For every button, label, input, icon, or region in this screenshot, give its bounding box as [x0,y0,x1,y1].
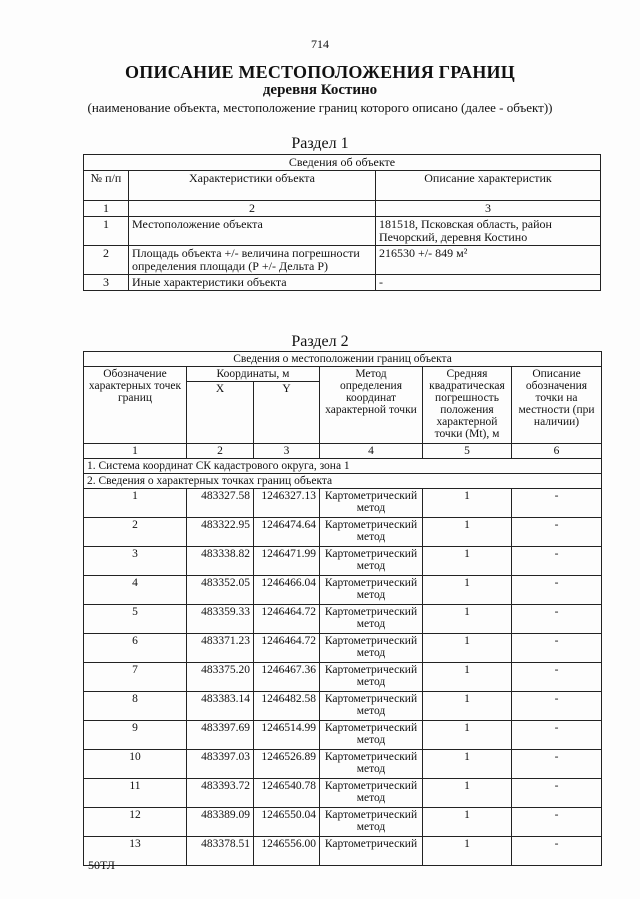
mt-error: 1 [423,605,512,634]
mt-error: 1 [423,663,512,692]
coord-x: 483397.03 [187,750,254,779]
point-id: 2 [84,518,187,547]
point-id: 3 [84,547,187,576]
method: Картометрический метод [320,547,423,576]
coord-y: 1246467.36 [254,663,320,692]
table-caption: Сведения о местоположении границ объекта [84,352,602,367]
method: Картометрический метод [320,779,423,808]
mt-error: 1 [423,518,512,547]
coord-x: 483352.05 [187,576,254,605]
row-characteristic: Площадь объекта +/- величина погрешности определения площади (Р +/- Дельта Р) [129,246,376,275]
coord-x: 483371.23 [187,634,254,663]
table-row [84,808,602,837]
row-num: 3 [84,275,129,291]
coord-y: 1246556.00 [254,837,320,866]
point-id: 13 [84,837,187,866]
table-row [84,634,602,663]
table-row [84,576,602,605]
point-description: - [512,808,602,837]
method: Картометрический метод [320,605,423,634]
coord-y: 1246482.58 [254,692,320,721]
coord-x: 483375.20 [187,663,254,692]
col-number: 1 [84,201,129,217]
col-number: 5 [423,444,512,459]
header-num: № п/п [84,171,129,201]
point-id: 11 [84,779,187,808]
coord-y: 1246464.72 [254,634,320,663]
mt-error: 1 [423,634,512,663]
mt-error: 1 [423,750,512,779]
method: Картометрический метод [320,808,423,837]
table-row [84,750,602,779]
method: Картометрический метод [320,634,423,663]
page-number: 714 [311,37,329,51]
col-number: 3 [376,201,601,217]
method: Картометрический метод [320,489,423,518]
point-id: 4 [84,576,187,605]
coord-y: 1246550.04 [254,808,320,837]
point-id: 1 [84,489,187,518]
row-characteristic: Местоположение объекта [129,217,376,246]
coordinate-system-row: 1. Система координат СК кадастрового округа, зона 1 [84,459,602,474]
table-row [84,547,602,576]
header-y: Y [254,382,320,444]
method: Картометрический [320,837,423,866]
footer-code: 50ТЛ [88,858,115,872]
coord-y: 1246540.78 [254,779,320,808]
col-number: 4 [320,444,423,459]
point-id: 7 [84,663,187,692]
coord-y: 1246466.04 [254,576,320,605]
point-description: - [512,779,602,808]
mt-error: 1 [423,489,512,518]
point-id: 5 [84,605,187,634]
header-x: X [187,382,254,444]
point-id: 8 [84,692,187,721]
document-subtitle: деревня Костино [262,82,378,98]
coord-y: 1246464.72 [254,605,320,634]
col-number: 3 [254,444,320,459]
header-coords: Координаты, м [187,367,320,382]
points-heading-row: 2. Сведения о характерных точках границ объекта [84,474,602,489]
method: Картометрический метод [320,576,423,605]
header-characteristic: Характеристики объекта [129,171,376,201]
header-point: Обозначение характерных точек границ [84,367,187,444]
point-description: - [512,837,602,866]
point-id: 6 [84,634,187,663]
mt-error: 1 [423,808,512,837]
point-description: - [512,692,602,721]
point-id: 9 [84,721,187,750]
table-row [84,605,602,634]
document-title: ОПИСАНИЕ МЕСТОПОЛОЖЕНИЯ ГРАНИЦ [125,62,515,82]
coord-x: 483322.95 [187,518,254,547]
mt-error: 1 [423,779,512,808]
point-description: - [512,721,602,750]
coord-y: 1246514.99 [254,721,320,750]
table-row [84,721,602,750]
coord-y: 1246327.13 [254,489,320,518]
method: Картометрический метод [320,750,423,779]
col-number: 6 [512,444,602,459]
coord-y: 1246474.64 [254,518,320,547]
point-id: 12 [84,808,187,837]
table-row [84,275,601,291]
row-description: - [376,275,601,291]
row-description: 216530 +/- 849 м² [376,246,601,275]
section1-heading: Раздел 1 [291,135,349,152]
table-row [84,779,602,808]
point-description: - [512,489,602,518]
point-description: - [512,663,602,692]
table-row [84,489,602,518]
mt-error: 1 [423,576,512,605]
mt-error: 1 [423,837,512,866]
point-description: - [512,634,602,663]
col-number: 2 [129,201,376,217]
header-description: Описание характеристик [376,171,601,201]
mt-error: 1 [423,721,512,750]
object-note: (наименование объекта, местоположение границ которого описано (далее - объект)) [87,100,553,115]
header-error: Средняя квадратическая погрешность положения характерной точки (Mt), м [423,367,512,444]
coord-x: 483397.69 [187,721,254,750]
method: Картометрический метод [320,518,423,547]
row-num: 2 [84,246,129,275]
table-caption: Сведения об объекте [84,155,601,171]
point-description: - [512,750,602,779]
row-description: 181518, Псковская область, район Печорский, деревня Костино [376,217,601,246]
coord-y: 1246526.89 [254,750,320,779]
row-num: 1 [84,217,129,246]
table-row [84,518,602,547]
method: Картометрический метод [320,721,423,750]
header-method: Метод определения координат характерной точки [320,367,423,444]
coord-x: 483359.33 [187,605,254,634]
method: Картометрический метод [320,692,423,721]
point-description: - [512,576,602,605]
mt-error: 1 [423,547,512,576]
object-info-table [83,154,601,291]
section2-heading: Раздел 2 [291,333,349,350]
point-description: - [512,547,602,576]
header-description: Описание обозначения точки на местности (при наличии) [512,367,602,444]
coord-x: 483389.09 [187,808,254,837]
col-number: 1 [84,444,187,459]
table-row [84,692,602,721]
point-description: - [512,605,602,634]
coord-x: 483327.58 [187,489,254,518]
coord-y: 1246471.99 [254,547,320,576]
table-row [84,217,601,246]
row-characteristic: Иные характеристики объекта [129,275,376,291]
coord-x: 483383.14 [187,692,254,721]
boundary-points-table [83,351,602,866]
table-row [84,663,602,692]
table-row [84,837,602,866]
table-row [84,246,601,275]
coord-x: 483393.72 [187,779,254,808]
mt-error: 1 [423,692,512,721]
method: Картометрический метод [320,663,423,692]
point-id: 10 [84,750,187,779]
coord-x: 483338.82 [187,547,254,576]
coord-x: 483378.51 [187,837,254,866]
col-number: 2 [187,444,254,459]
point-description: - [512,518,602,547]
